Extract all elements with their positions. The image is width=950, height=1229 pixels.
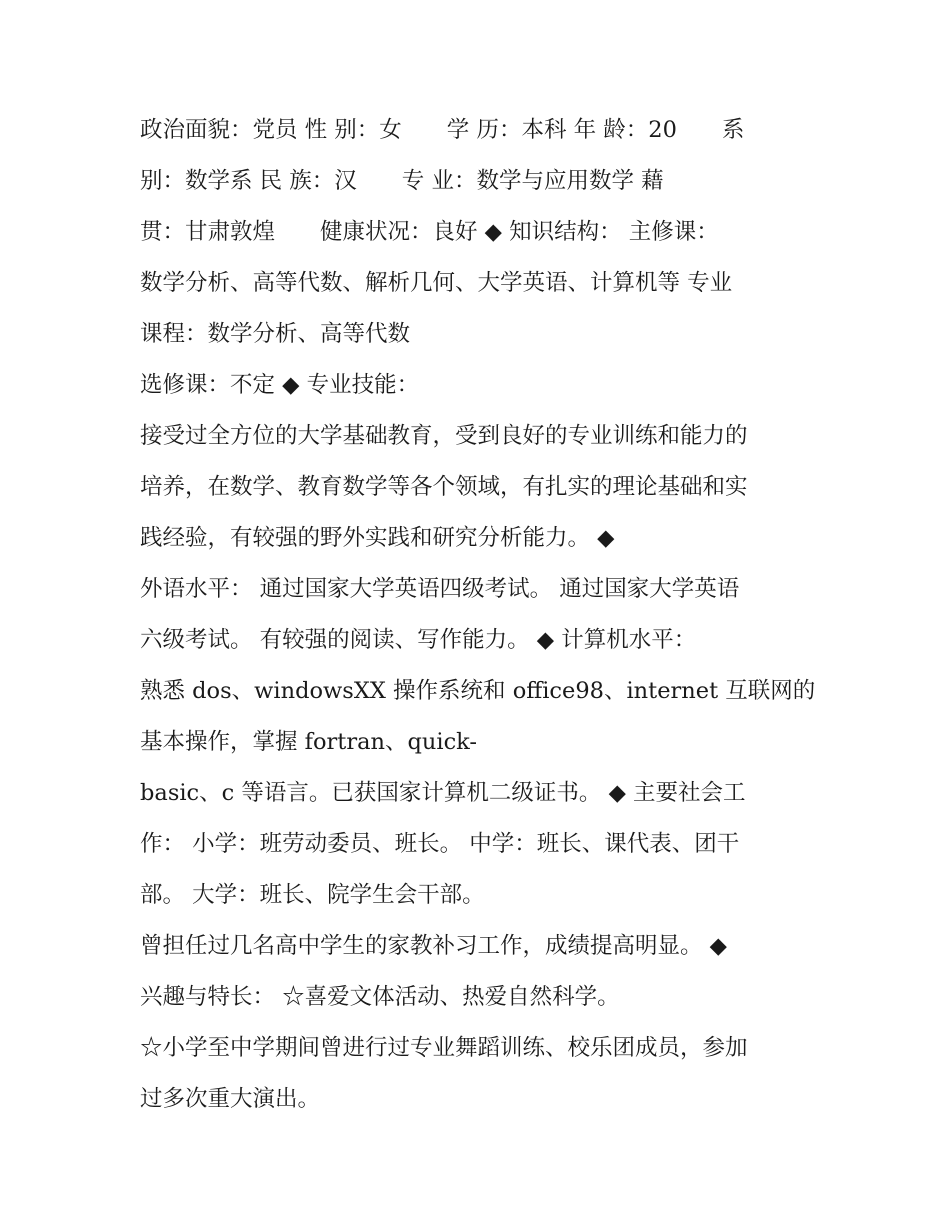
text-line: 部。 大学：班长、院学生会干部。 (140, 882, 485, 908)
text-line: 培养，在数学、教育数学等各个领域，有扎实的理论基础和实 (140, 474, 748, 500)
text-line: basic、c 等语言。已获国家计算机二级证书。 ◆ 主要社会工 (140, 780, 746, 806)
text-line: 曾担任过几名高中学生的家教补习工作，成绩提高明显。 ◆ (140, 933, 727, 959)
text-line: 熟悉 dos、windowsXX 操作系统和 office98、internet 互联网的 (140, 678, 816, 704)
text-line: 课程：数学分析、高等代数 (140, 321, 411, 347)
text-line: 贯：甘肃敦煌 健康状况：良好 ◆ 知识结构： 主修课： (140, 219, 719, 245)
text-line: 外语水平： 通过国家大学英语四级考试。 通过国家大学英语 (140, 576, 740, 602)
text-line: 接受过全方位的大学基础教育，受到良好的专业训练和能力的 (140, 423, 748, 449)
text-line: 政治面貌：党员 性 别：女 学 历：本科 年 龄：20 系 (140, 117, 745, 143)
text-line: 作： 小学：班劳动委员、班长。 中学：班长、课代表、团干 (140, 831, 740, 857)
text-line: ☆小学至中学期间曾进行过专业舞蹈训练、校乐团成员，参加 (140, 1035, 748, 1061)
resume-text-block (140, 105, 820, 1125)
text-line: 别：数学系 民 族：汉 专 业：数学与应用数学 藉 (140, 168, 664, 194)
text-line: 选修课：不定 ◆ 专业技能： (140, 372, 420, 398)
text-line: 过多次重大演出。 (140, 1086, 321, 1112)
text-line: 六级考试。 有较强的阅读、写作能力。 ◆ 计算机水平： (140, 627, 697, 653)
text-line: 数学分析、高等代数、解析几何、大学英语、计算机等 专业 (140, 270, 733, 296)
text-line: 践经验，有较强的野外实践和研究分析能力。 ◆ (140, 525, 615, 551)
text-line: 兴趣与特长： ☆喜爱文体活动、热爱自然科学。 (140, 984, 620, 1010)
text-line: 基本操作，掌握 fortran、quick- (140, 729, 478, 755)
